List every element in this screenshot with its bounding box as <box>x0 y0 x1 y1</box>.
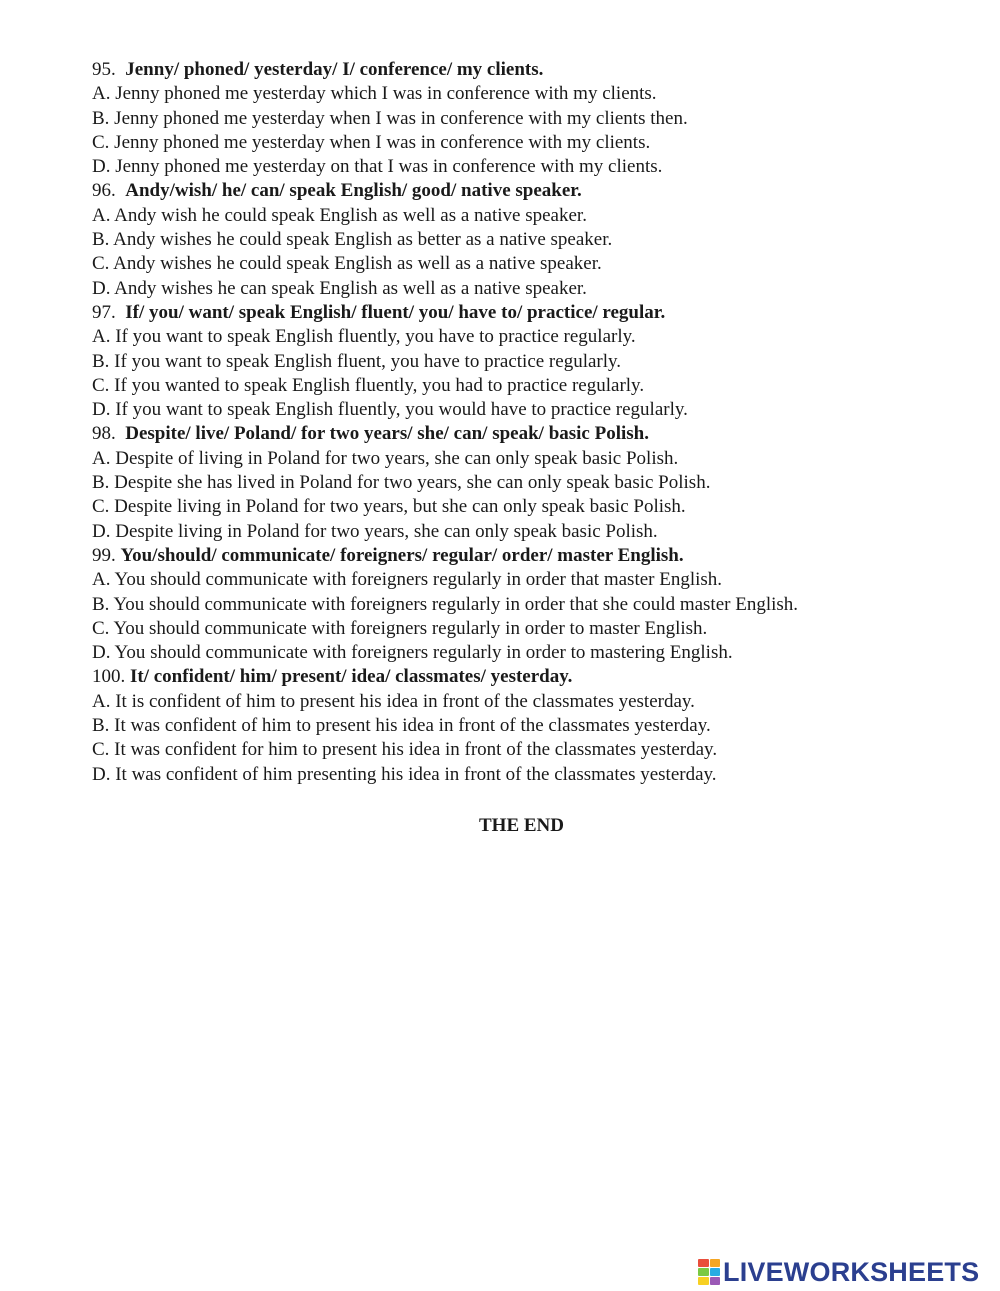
option-d: D. Andy wishes he can speak English as well as a native speaker. <box>92 277 587 299</box>
logo-block <box>710 1268 721 1276</box>
option-c: C. You should communicate with foreigners regularly in order to master English. <box>92 617 708 639</box>
question-prompt: Jenny/ phoned/ yesterday/ I/ conference/ my clients. <box>125 59 544 80</box>
question-97 <box>92 301 972 422</box>
option-c: C. Jenny phoned me yesterday when I was in conference with my clients. <box>92 131 651 153</box>
liveworksheets-brand <box>698 1257 979 1287</box>
question-prompt: You/should/ communicate/ foreigners/ regular/ order/ master English. <box>120 544 684 566</box>
question-96 <box>92 179 972 300</box>
option-a: A. You should communicate with foreigners regularly in order that master English. <box>92 569 723 591</box>
logo-block <box>710 1259 721 1267</box>
question-95 <box>92 58 972 179</box>
brand-name: LIVEWORKSHEETS <box>723 1257 980 1287</box>
option-a: A. If you want to speak English fluently, you have to practice regularly. <box>92 326 636 348</box>
question-prompt: If/ you/ want/ speak English/ fluent/ you/ have to/ practice/ regular. <box>125 301 666 323</box>
question-number: 100. <box>92 666 126 688</box>
question-header <box>92 544 972 568</box>
option-a: A. Andy wish he could speak English as well as a native speaker. <box>92 204 587 226</box>
option-d: D. Jenny phoned me yesterday on that I was in conference with my clients. <box>92 156 663 178</box>
option-d: D. It was confident of him presenting his idea in front of the classmates yesterday. <box>92 763 717 785</box>
question-header <box>92 422 972 446</box>
option-c: C. It was confident for him to present his idea in front of the classmates yesterday. <box>92 739 718 761</box>
option-b: B. Andy wishes he could speak English as better as a native speaker. <box>92 229 613 251</box>
question-number: 96. <box>92 180 116 202</box>
question-header <box>92 58 972 82</box>
option-d: D. Despite living in Poland for two years, she can only speak basic Polish. <box>92 520 658 542</box>
option-c: C. If you wanted to speak English fluently, you had to practice regularly. <box>92 374 645 396</box>
option-b: B. It was confident of him to present his idea in front of the classmates yesterday. <box>92 715 711 737</box>
option-c: C. Andy wishes he could speak English as well as a native speaker. <box>92 253 602 275</box>
question-prompt: It/ confident/ him/ present/ idea/ classmates/ yesterday. <box>130 666 573 688</box>
question-number: 95. <box>92 59 116 80</box>
question-100 <box>92 665 972 786</box>
question-header <box>92 665 972 689</box>
option-a: A. It is confident of him to present his idea in front of the classmates yesterday. <box>92 690 695 712</box>
logo-block <box>698 1259 709 1267</box>
worksheet-content <box>92 58 972 787</box>
question-header <box>92 179 972 203</box>
question-number: 97. <box>92 301 116 323</box>
question-number: 99. <box>92 544 116 566</box>
question-header <box>92 301 972 325</box>
liveworksheets-logo-icon <box>698 1259 720 1285</box>
question-prompt: Andy/wish/ he/ can/ speak English/ good/ native speaker. <box>125 180 582 202</box>
logo-block <box>698 1277 709 1285</box>
end-heading: THE END <box>479 815 564 836</box>
option-a: A. Despite of living in Poland for two years, she can only speak basic Polish. <box>92 447 679 469</box>
option-b: B. You should communicate with foreigners regularly in order that she could master English. <box>92 593 799 615</box>
option-b: B. If you want to speak English fluent, you have to practice regularly. <box>92 350 622 372</box>
option-c: C. Despite living in Poland for two years, but she can only speak basic Polish. <box>92 496 686 518</box>
option-a: A. Jenny phoned me yesterday which I was in conference with my clients. <box>92 83 657 105</box>
option-b: B. Despite she has lived in Poland for two years, she can only speak basic Polish. <box>92 472 711 494</box>
logo-block <box>698 1268 709 1276</box>
option-d: D. If you want to speak English fluently, you would have to practice regularly. <box>92 399 688 421</box>
question-prompt: Despite/ live/ Poland/ for two years/ she/ can/ speak/ basic Polish. <box>125 423 649 445</box>
logo-block <box>710 1277 721 1285</box>
question-98 <box>92 422 972 543</box>
question-99 <box>92 544 972 665</box>
question-number: 98. <box>92 423 116 445</box>
option-b: B. Jenny phoned me yesterday when I was in conference with my clients then. <box>92 107 688 129</box>
option-d: D. You should communicate with foreigners regularly in order to mastering English. <box>92 642 733 664</box>
